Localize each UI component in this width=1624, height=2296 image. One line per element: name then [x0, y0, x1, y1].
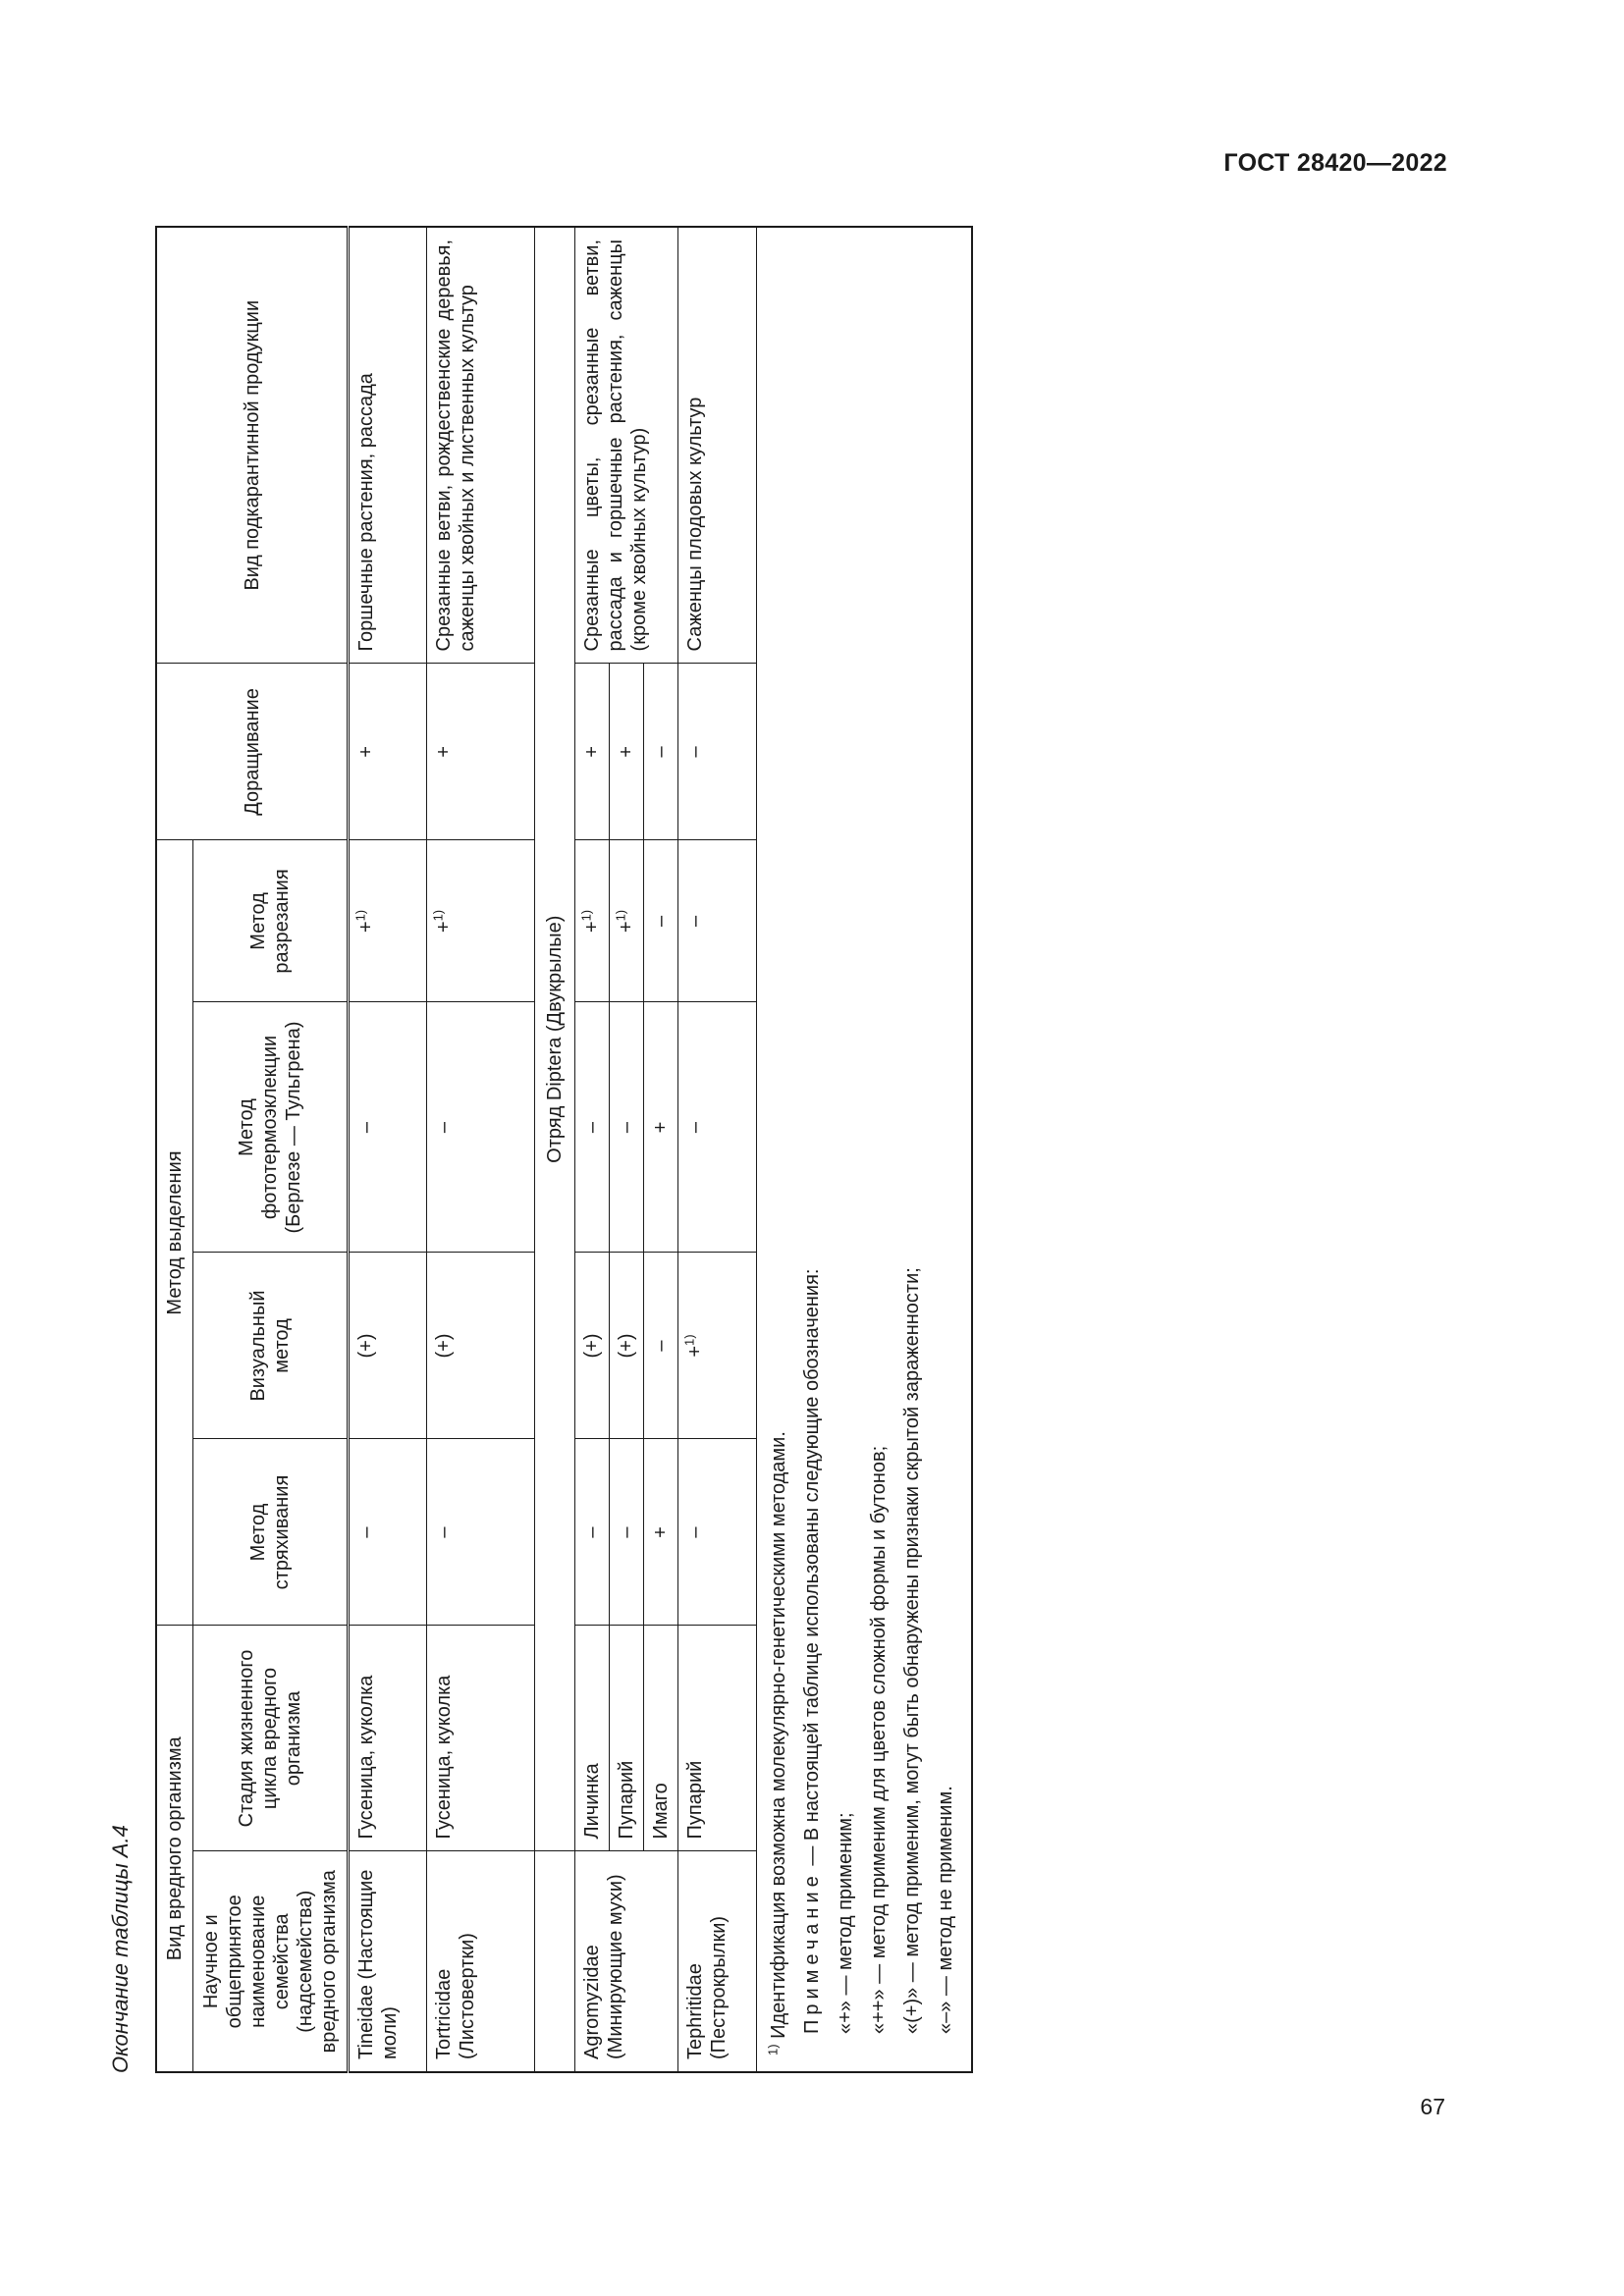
header-life-stage: Стадия жизненного цикла вредного организма: [193, 1626, 349, 1851]
cutting-cell: [349, 840, 427, 1002]
shaking-cell: –: [349, 1439, 427, 1626]
table-row-agromyzidae-larva: [575, 227, 610, 2072]
footnote-text: Идентификация возможна молекулярно-генетическими методами.: [768, 1431, 789, 2039]
rearing-cell: +: [610, 664, 644, 840]
rearing-cell: +: [349, 664, 427, 840]
table-row-tortricidae: [427, 227, 535, 2072]
visual-value: +: [684, 1345, 706, 1358]
shaking-cell: –: [610, 1439, 644, 1626]
cutting-value: +: [616, 921, 637, 934]
rearing-cell: –: [678, 664, 757, 840]
stage-cell: Пупарий: [610, 1626, 644, 1851]
family-cell: Tephritidae (Пестрокрылки): [678, 1851, 757, 2072]
stage-cell: Личинка: [575, 1626, 610, 1851]
header-method-group: Метод выделения: [156, 840, 193, 1626]
pest-detection-table: [155, 226, 973, 2073]
notes-row: [757, 227, 973, 2072]
table-continuation-label: Окончание таблицы А.4: [108, 1825, 133, 2073]
photothermo-cell: –: [575, 1002, 610, 1253]
visual-cell: –: [644, 1253, 678, 1439]
page-number: 67: [1420, 2094, 1445, 2119]
note-text: — В настоящей таблице использованы следующие обозначения:: [801, 1268, 823, 1866]
photothermo-cell: +: [644, 1002, 678, 1253]
family-cell: Agromyzidae (Минирующие мухи): [575, 1851, 678, 2072]
visual-cell: [678, 1253, 757, 1439]
stage-cell: Имаго: [644, 1626, 678, 1851]
header-organism-group: Вид вредного организма: [156, 1626, 193, 2072]
footnote-ref: 1): [613, 909, 628, 922]
note: [800, 243, 824, 2056]
cutting-value: +: [581, 921, 603, 934]
stage-cell: Пупарий: [678, 1626, 757, 1851]
rotated-table-block: [108, 228, 1041, 2073]
footnote: [767, 243, 790, 2056]
cutting-cell: –: [644, 840, 678, 1002]
legend-item: «+» — метод применим;: [835, 1812, 856, 2034]
header-cutting-method: Метод разрезания: [193, 840, 349, 1002]
cutting-value: +: [433, 921, 455, 934]
note-word: Примечание: [801, 1871, 823, 2034]
rearing-cell: +: [427, 664, 535, 840]
table-row-tineidae: [349, 227, 427, 2072]
family-cell: Tortricidae (Листовертки): [427, 1851, 535, 2072]
product-cell: Срезанные цветы, срезанные ветви, рассада и горшечные растения, саженцы (кроме хвойных культур): [575, 227, 678, 664]
visual-cell: (+): [349, 1253, 427, 1439]
photothermo-cell: –: [678, 1002, 757, 1253]
stage-cell: Гусеница, куколка: [427, 1626, 535, 1851]
footnote-ref: 1): [352, 909, 368, 922]
photothermo-cell: –: [610, 1002, 644, 1253]
rearing-cell: +: [575, 664, 610, 840]
shaking-cell: –: [427, 1439, 535, 1626]
footnote-ref: 1): [430, 909, 446, 922]
header-product: Вид подкарантинной продукции: [156, 227, 349, 664]
notes-cell: [757, 227, 973, 2072]
rearing-cell: –: [644, 664, 678, 840]
photothermo-cell: –: [349, 1002, 427, 1253]
shaking-cell: +: [644, 1439, 678, 1626]
stage-cell: Гусеница, куколка: [349, 1626, 427, 1851]
shaking-cell: –: [575, 1439, 610, 1626]
footnote-ref: 1): [681, 1334, 697, 1346]
section-spacer: [535, 1851, 575, 2072]
footnote-mark: 1): [765, 2044, 781, 2056]
shaking-cell: –: [678, 1439, 757, 1626]
product-cell: Срезанные ветви, рождественские деревья, саженцы хвойных и лиственных культур: [427, 227, 535, 664]
header-shaking-method: Метод стряхивания: [193, 1439, 349, 1626]
header-family-name: Научное и общепринятое наименование семейства (надсемейства) вредного организма: [193, 1851, 349, 2072]
cutting-value: +: [355, 921, 377, 934]
header-rearing: Доращивание: [156, 664, 349, 840]
family-cell: Tineidae (Настоящие моли): [349, 1851, 427, 2072]
visual-cell: (+): [575, 1253, 610, 1439]
header-visual-method: Визуальный метод: [193, 1253, 349, 1439]
visual-cell: (+): [610, 1253, 644, 1439]
header-photothermo-method: Метод фототермоэклекции (Берлезе — Тульгрена): [193, 1002, 349, 1253]
legend-item: «(+)» — метод применим, могут быть обнаружены признаки скрытой зараженности;: [901, 1267, 923, 2034]
section-row: [535, 227, 575, 2072]
legend-item: «++» — метод применим для цветов сложной формы и бутонов;: [868, 1445, 890, 2034]
legend-item: «–» — метод не применим.: [935, 1786, 956, 2034]
product-cell: Саженцы плодовых культур: [678, 227, 757, 664]
cutting-cell: [427, 840, 535, 1002]
cutting-cell: [575, 840, 610, 1002]
cutting-cell: –: [678, 840, 757, 1002]
product-cell: Горшечные растения, рассада: [349, 227, 427, 664]
visual-cell: (+): [427, 1253, 535, 1439]
cutting-cell: [610, 840, 644, 1002]
photothermo-cell: –: [427, 1002, 535, 1253]
header-row-1: [156, 227, 193, 2072]
standard-number: ГОСТ 28420—2022: [1223, 149, 1447, 177]
footnote-ref: 1): [578, 909, 594, 922]
section-title: Отряд Diptera (Двукрылые): [535, 227, 575, 1851]
table-row-tephritidae: [678, 227, 757, 2072]
